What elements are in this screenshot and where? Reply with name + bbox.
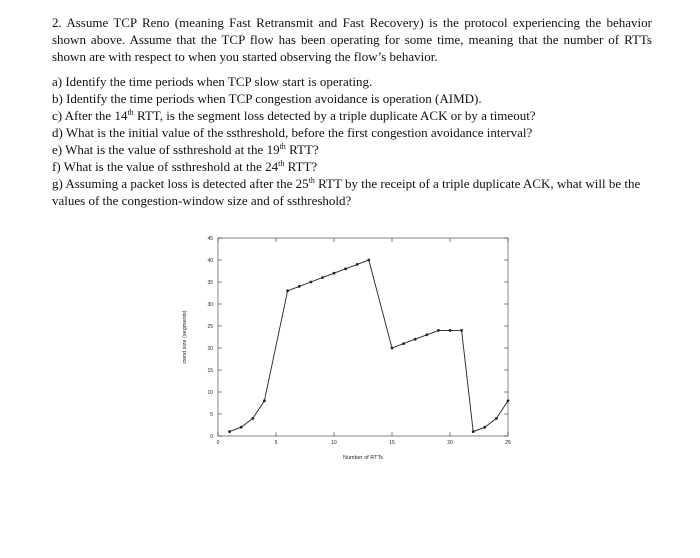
y-tick-label: 25 bbox=[207, 323, 213, 330]
cwnd-series-line bbox=[230, 260, 508, 432]
x-tick-label: 10 bbox=[331, 440, 337, 446]
y-tick-label: 5 bbox=[210, 411, 213, 418]
x-tick-label: 25 bbox=[505, 440, 511, 446]
data-point bbox=[495, 417, 498, 420]
y-tick-label: 30 bbox=[207, 301, 213, 308]
data-point bbox=[321, 276, 324, 279]
cwnd-line bbox=[230, 260, 508, 432]
data-point bbox=[437, 329, 440, 332]
question-e bbox=[52, 141, 652, 158]
cwnd-chart bbox=[170, 236, 530, 472]
question-e-ordinal: th bbox=[279, 142, 286, 151]
data-point bbox=[402, 342, 405, 345]
problem-statement: 2. Assume TCP Reno (meaning Fast Retransmit and Fast Recovery) is the protocol experiencing the behavior shown above. Assume that the TCP flow has been operating for some time, meaning that the number of RTTs shown are with respect to when you started observing the flow’s behavior. bbox=[52, 15, 652, 64]
data-point bbox=[391, 347, 394, 350]
x-tick-label: 5 bbox=[274, 440, 278, 446]
data-point bbox=[228, 430, 231, 433]
data-point bbox=[263, 399, 266, 402]
data-point bbox=[309, 281, 312, 284]
data-point bbox=[240, 426, 243, 429]
x-tick-label: 0 bbox=[216, 440, 220, 446]
data-point bbox=[286, 289, 289, 292]
question-a: a) Identify the time periods when TCP slow start is operating. bbox=[52, 74, 373, 89]
data-point bbox=[472, 430, 475, 433]
y-axis-title: cwnd size (segments) bbox=[182, 310, 188, 364]
data-point bbox=[507, 399, 510, 402]
data-point bbox=[344, 267, 347, 270]
y-tick-label: 20 bbox=[207, 345, 213, 352]
question-g-rest: RTT by the receipt of a triple duplicate ACK, what will be the values of the congestion-window size and of ssthreshold? bbox=[52, 176, 641, 208]
data-point bbox=[460, 329, 463, 332]
y-tick-label: 40 bbox=[207, 257, 213, 264]
data-point bbox=[414, 338, 417, 341]
question-b: b) Identify the time periods when TCP congestion avoidance is operation (AIMD). bbox=[52, 91, 482, 106]
data-point bbox=[356, 263, 359, 266]
question-f bbox=[52, 158, 652, 175]
question-g-text: g) Assuming a packet loss is detected after the 25 bbox=[52, 176, 309, 191]
question-g bbox=[52, 175, 652, 209]
question-list bbox=[52, 73, 652, 209]
question-c bbox=[52, 107, 652, 124]
question-g-ordinal: th bbox=[308, 176, 315, 185]
y-tick-label: 0 bbox=[210, 433, 213, 440]
data-point bbox=[367, 259, 370, 262]
data-point bbox=[333, 272, 336, 275]
data-point bbox=[298, 285, 301, 288]
question-e-text: e) What is the value of ssthreshold at the 19 bbox=[52, 142, 280, 157]
question-d: d) What is the initial value of the ssthreshold, before the first congestion avoidance interval? bbox=[52, 125, 533, 140]
y-tick-label: 45 bbox=[207, 236, 213, 242]
question-f-text: f) What is the value of ssthreshold at the 24 bbox=[52, 159, 279, 174]
x-axis-title: Number of RTTs bbox=[343, 455, 383, 461]
x-tick-label: 20 bbox=[447, 440, 453, 446]
data-point bbox=[483, 426, 486, 429]
x-axis-ticks bbox=[217, 238, 511, 446]
plot-frame bbox=[218, 238, 508, 436]
problem-document bbox=[52, 14, 652, 209]
y-axis-ticks bbox=[207, 236, 508, 440]
question-f-ordinal: th bbox=[278, 159, 285, 168]
question-c-rest: RTT, is the segment loss detected by a triple duplicate ACK or by a timeout? bbox=[133, 108, 536, 123]
data-point bbox=[251, 417, 254, 420]
question-c-ordinal: th bbox=[127, 108, 134, 117]
x-tick-label: 15 bbox=[389, 440, 395, 446]
cwnd-series-points bbox=[228, 259, 509, 433]
y-tick-label: 10 bbox=[207, 389, 213, 396]
y-tick-label: 15 bbox=[207, 367, 213, 374]
question-f-rest: RTT? bbox=[284, 159, 318, 174]
data-point bbox=[449, 329, 452, 332]
y-tick-label: 35 bbox=[207, 279, 213, 286]
question-c-text: c) After the 14 bbox=[52, 108, 128, 123]
data-point bbox=[425, 333, 428, 336]
question-e-rest: RTT? bbox=[285, 142, 319, 157]
